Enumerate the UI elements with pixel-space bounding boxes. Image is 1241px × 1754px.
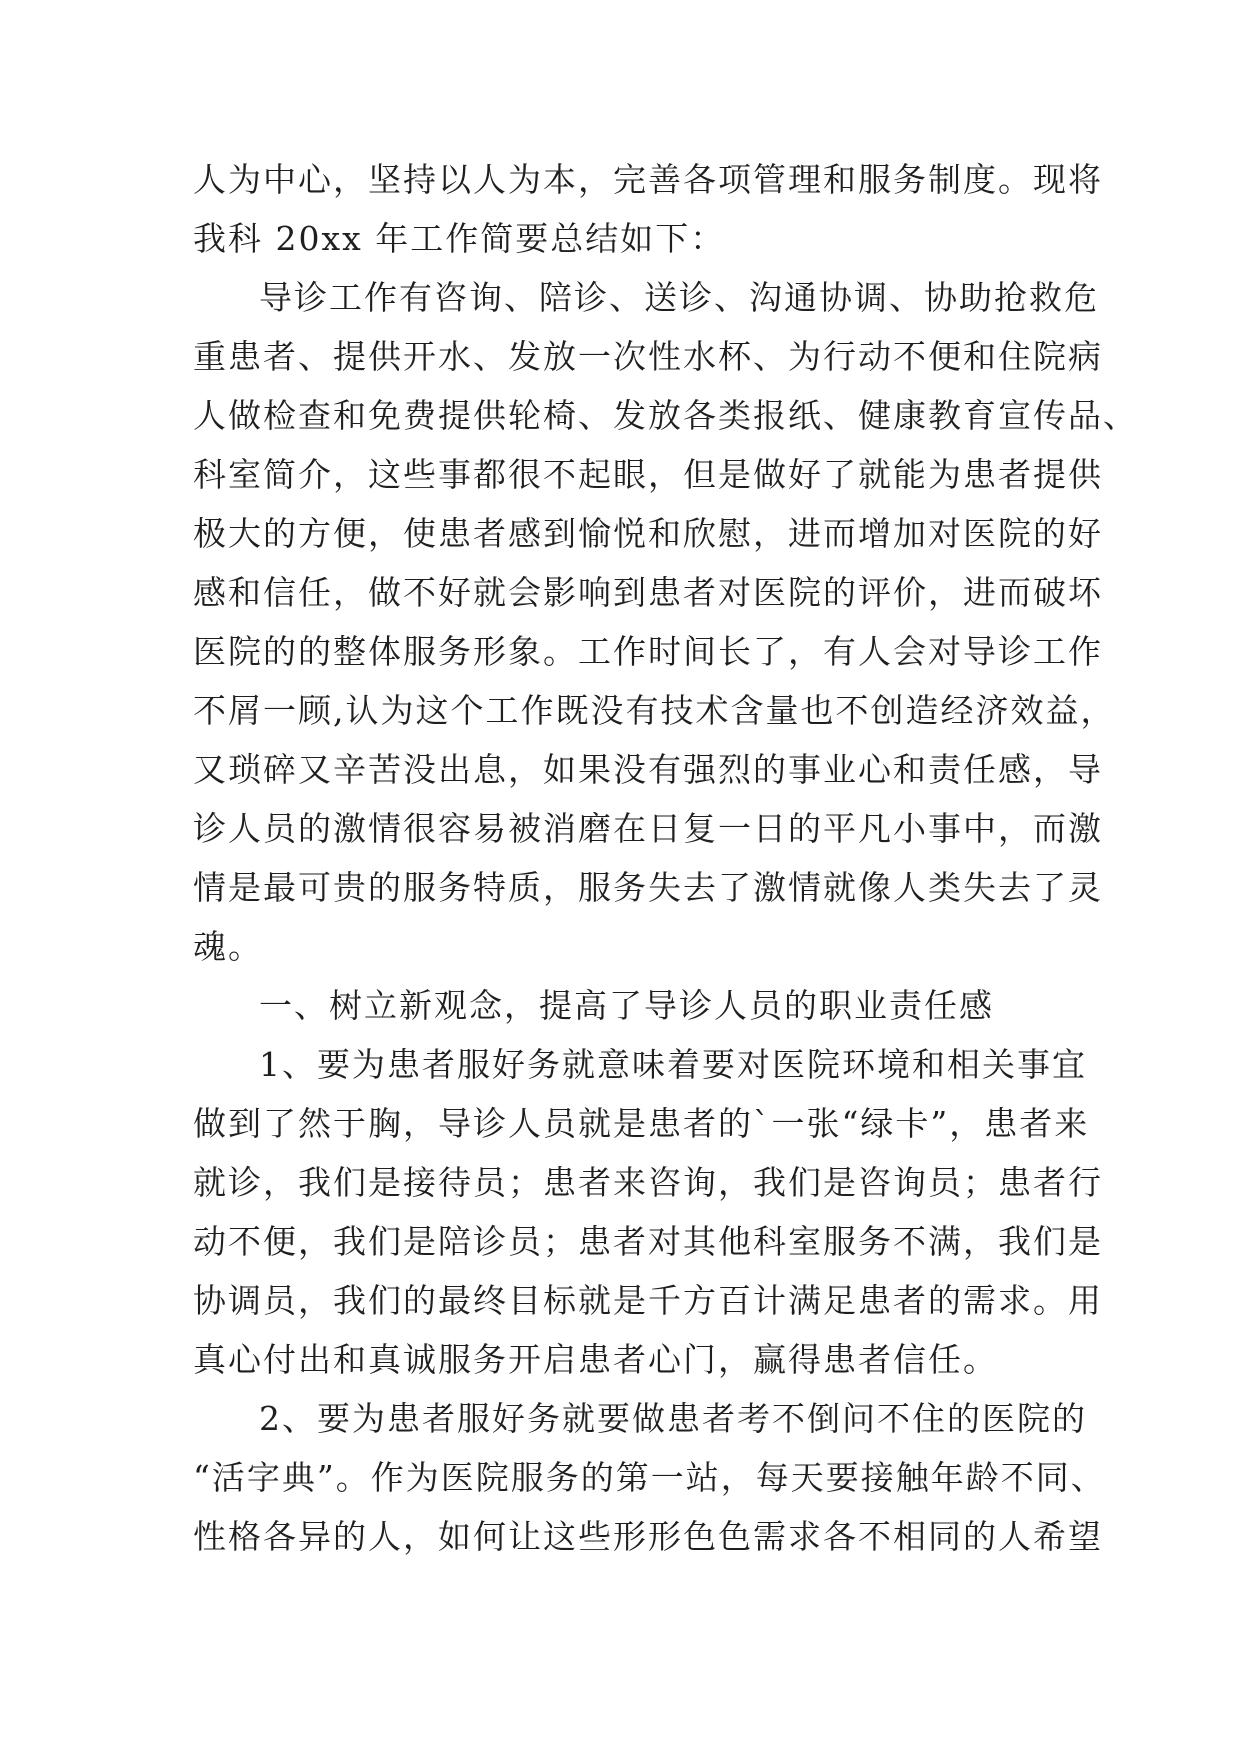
text-line: 做到了然于胸，导诊人员就是患者的`一张“绿卡”，患者来	[193, 1104, 1090, 1143]
text-line: 极大的方便，使患者感到愉悦和欣慰，进而增加对医院的好	[193, 514, 1103, 553]
text-line: 就诊，我们是接待员；患者来咨询，我们是咨询员；患者行	[193, 1163, 1103, 1202]
text-line: 人为中心，坚持以人为本，完善各项管理和服务制度。现将	[193, 160, 1103, 199]
text-line: 诊人员的激情很容易被消磨在日复一日的平凡小事中，而激	[193, 809, 1103, 848]
text-line: 真心付出和真诚服务开启患者心门，赢得患者信任。	[193, 1340, 998, 1379]
text-line: 感和信任，做不好就会影响到患者对医院的评价，进而破坏	[193, 573, 1103, 612]
document-body	[193, 150, 1138, 1566]
section-heading: 一、树立新观念，提高了导诊人员的职业责任感	[259, 986, 994, 1025]
text-line: 动不便，我们是陪诊员；患者对其他科室服务不满，我们是	[193, 1222, 1103, 1261]
text-line: 人做检查和免费提供轮椅、发放各类报纸、健康教育宣传品、	[193, 396, 1138, 435]
text-line: 科室简介，这些事都很不起眼，但是做好了就能为患者提供	[193, 455, 1103, 494]
text-line: 情是最可贵的服务特质，服务失去了激情就像人类失去了灵	[193, 868, 1103, 907]
text-line: 性格各异的人，如何让这些形形色色需求各不相同的人希望	[193, 1517, 1103, 1556]
text-line: 我科 20xx 年工作简要总结如下：	[193, 219, 726, 258]
text-line: 不屑一顾,认为这个工作既没有技术含量也不创造经济效益，	[193, 691, 1116, 730]
text-line: 医院的的整体服务形象。工作时间长了，有人会对导诊工作	[193, 632, 1103, 671]
paragraph-start-line: 1、要为患者服好务就意味着要对医院环境和相关事宜	[259, 1045, 1087, 1084]
text-line: 协调员，我们的最终目标就是千方百计满足患者的需求。用	[193, 1281, 1103, 1320]
text-line: “活字典”。作为医院服务的第一站，每天要接触年龄不同、	[193, 1458, 1106, 1497]
text-line: 魂。	[193, 927, 263, 966]
text-line: 重患者、提供开水、发放一次性水杯、为行动不便和住院病	[193, 337, 1103, 376]
text-line: 又琐碎又辛苦没出息，如果没有强烈的事业心和责任感，导	[193, 750, 1103, 789]
paragraph-start-line: 导诊工作有咨询、陪诊、送诊、沟通协调、协助抢救危	[259, 278, 1099, 317]
paragraph-start-line: 2、要为患者服好务就要做患者考不倒问不住的医院的	[259, 1399, 1087, 1438]
